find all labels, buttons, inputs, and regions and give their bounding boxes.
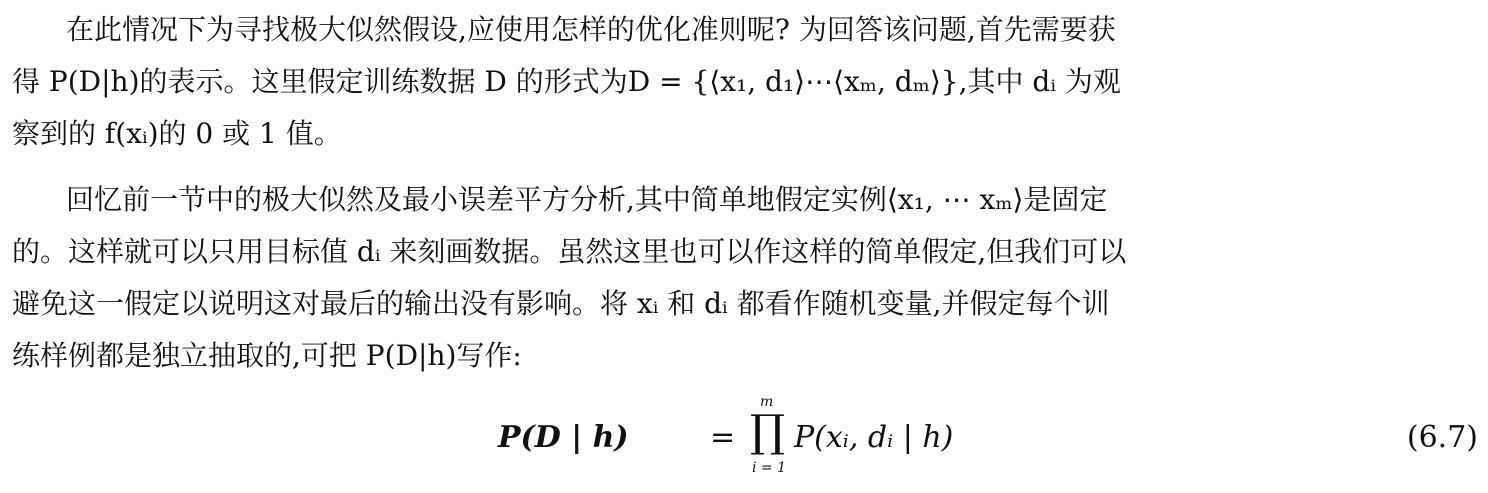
paragraph-2-line-2: 的。这样就可以只用目标值 dᵢ 来刻画数据。虽然这里也可以作这样的简单假定,但我们可以	[12, 235, 1127, 268]
paragraph-1-line-1: 在此情况下为寻找极大似然假设,应使用怎样的优化准则呢? 为回答该问题,首先需要获	[66, 13, 1116, 46]
product-lower-limit: i = 1	[752, 460, 787, 476]
paragraph-1-line-2: 得 P(D|h)的表示。这里假定训练数据 D 的形式为D = {⟨x₁, d₁⟩⋯⟨xₘ, dₘ⟩},其中 dᵢ 为观	[12, 65, 1121, 98]
product-symbol: ∏	[750, 406, 786, 457]
equation-6-7	[498, 394, 1478, 478]
equation-lhs: P(D | h)	[498, 420, 629, 455]
paragraph-2-line-3: 避免这一假定以说明这对最后的输出没有影响。将 xᵢ 和 dᵢ 都看作随机变量,并假定每个训	[12, 287, 1110, 320]
paragraph-1-line-3: 察到的 f(xᵢ)的 0 或 1 值。	[12, 117, 342, 150]
equation-number: (6.7)	[1406, 420, 1478, 455]
product-operator	[750, 394, 787, 478]
equation-equals-sign: =	[710, 420, 736, 455]
equation-rhs: P(xᵢ, dᵢ | h)	[794, 420, 954, 455]
paragraph-2-line-4: 练样例都是独立抽取的,可把 P(D|h)写作:	[12, 339, 522, 372]
paragraph-2-line-1: 回忆前一节中的极大似然及最小误差平方分析,其中简单地假定实例⟨x₁, ⋯ xₘ⟩是固定	[66, 183, 1108, 216]
product-upper-limit: m	[760, 394, 774, 410]
